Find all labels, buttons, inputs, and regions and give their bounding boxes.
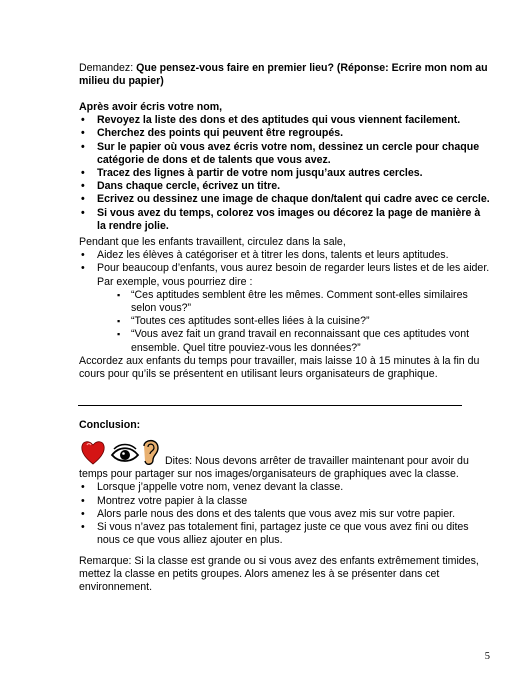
- list-item: • Sur le papier où vous avez écris votre nom, dessinez un cercle pour chaque catégorie de dons et de talents que vous avez.: [79, 141, 491, 167]
- ask-question: Que pensez-vous faire en premier lieu? (Réponse: Ecrire mon nom au milieu du papier): [79, 62, 488, 88]
- ask-prefix: Demandez:: [79, 62, 137, 74]
- dites-text: Dites: Nous devons arrêter de travailler maintenant pour avoir du temps pour partager sur nos images/organisateurs de graphiques avec la classe.: [79, 455, 469, 481]
- list-item: • Si vous avez du temps, colorez vos images ou décorez la page de manière à la rendre jolie.: [79, 207, 491, 233]
- list-item: • Tracez des lignes à partir de votre nom jusqu’aux autres cercles.: [79, 167, 491, 180]
- example-item: ▪ “Ces aptitudes semblent être les mêmes. Comment sont-elles similaires selon vous?”: [97, 289, 491, 315]
- list-item: • Lorsque j’appelle votre nom, venez devant la classe.: [79, 481, 491, 494]
- section-divider: [78, 405, 462, 406]
- after-name-section: [79, 101, 491, 233]
- example-item: ▪ “Vous avez fait un grand travail en reconnaissant que ces aptitudes vont ensemble. Quel titre pouviez-vous les données?”: [97, 328, 491, 354]
- list-item: • Si vous n’avez pas totalement fini, partagez juste ce que vous avez fini ou dites nous ce que vous alliez ajouter en plus.: [79, 521, 491, 547]
- list-item-text: Pour beaucoup d’enfants, vous aurez besoin de regarder leurs listes et de les aider. Par exemple, vous pourriez dire :: [97, 262, 490, 288]
- example-item: ▪ “Toutes ces aptitudes sont-elles liées à la cuisine?”: [97, 315, 491, 328]
- circulate-list: [79, 249, 491, 355]
- circulate-intro: Pendant que les enfants travaillent, circulez dans la sale,: [79, 236, 346, 248]
- list-item: • Alors parle nous des dons et des talents que vous avez mis sur votre papier.: [79, 508, 491, 521]
- page-number: 5: [484, 651, 490, 662]
- examples-list: [97, 289, 491, 355]
- conclusion-list: [79, 481, 491, 547]
- list-item: • Aidez les élèves à catégoriser et à titrer les dons, talents et leurs aptitudes.: [79, 249, 491, 262]
- ask-paragraph: [79, 62, 491, 88]
- remark-paragraph: Remarque: Si la classe est grande ou si vous avez des enfants extrêmement timides, mettez la classe en petits groupes. Alors amenez les à se présenter dans cet environnement.: [79, 555, 479, 594]
- list-item: [79, 262, 491, 354]
- conclusion-section: [79, 455, 491, 547]
- list-item: • Ecrivez ou dessinez une image de chaque don/talent qui cadre avec ce cercle.: [79, 193, 491, 206]
- circulate-section: [79, 236, 491, 355]
- list-item: • Cherchez des points qui peuvent être regroupés.: [79, 127, 491, 140]
- list-item: • Revoyez la liste des dons et des aptitudes qui vous viennent facilement.: [79, 114, 491, 127]
- after-name-list: [79, 114, 491, 233]
- after-name-heading: Après avoir écris votre nom,: [79, 101, 223, 113]
- time-note: Accordez aux enfants du temps pour travailler, mais laisse 10 à 15 minutes à la fin du cours pour qu’ils se présentent en utilisant leurs organisateurs de graphique.: [79, 355, 480, 381]
- conclusion-heading: Conclusion:: [79, 419, 141, 431]
- list-item: • Dans chaque cercle, écrivez un titre.: [79, 180, 491, 193]
- list-item: • Montrez votre papier à la classe: [79, 495, 491, 508]
